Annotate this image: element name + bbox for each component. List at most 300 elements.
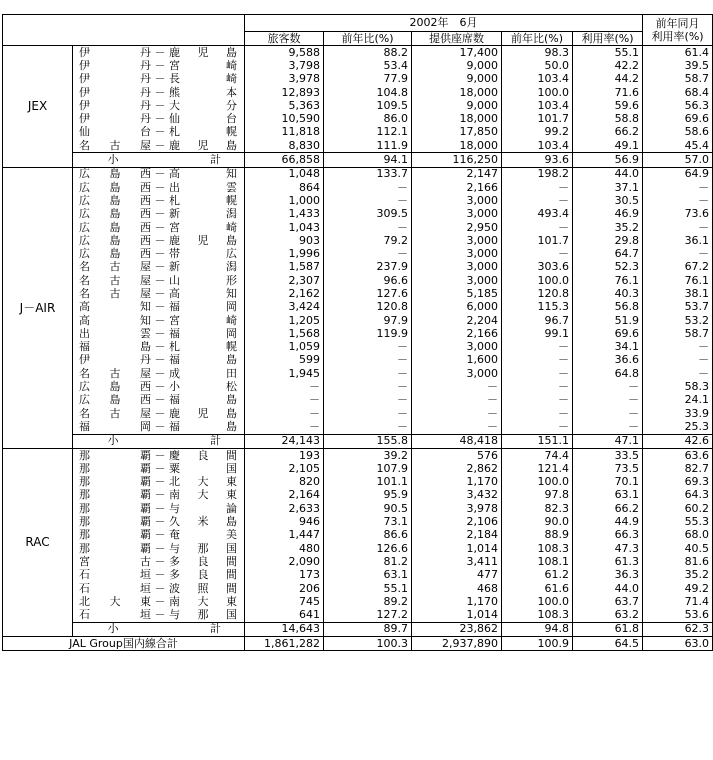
cell-passengers: 1,043 — [245, 221, 324, 234]
route-origin: 那 覇 — [79, 488, 151, 502]
route-destination: 成 田 — [169, 367, 237, 380]
route-cell — [73, 167, 245, 181]
cell-seats-yoy: 100.0 — [502, 274, 573, 287]
cell-passengers: 5,363 — [245, 99, 324, 112]
cell-seats: 2,950 — [412, 221, 502, 234]
route-origin: 名 古 屋 — [79, 260, 151, 274]
cell-passengers: 864 — [245, 181, 324, 194]
route-origin: 那 覇 — [79, 462, 151, 475]
cell-seats-yoy: 100.0 — [502, 595, 573, 608]
cell-seats-yoy: － — [502, 194, 573, 207]
route-cell — [73, 515, 245, 528]
cell-load-factor: 40.3 — [573, 287, 643, 300]
cell-prev-load-factor: － — [643, 341, 713, 354]
cell-passengers: 173 — [245, 569, 324, 582]
cell-seats: 3,000 — [412, 274, 502, 287]
route-origin: 那 覇 — [79, 541, 151, 555]
cell-passengers: 12,893 — [245, 86, 324, 99]
cell-load-factor: 35.2 — [573, 221, 643, 234]
cell-passengers: 1,433 — [245, 208, 324, 221]
col-header-seats: 提供座席数 — [412, 32, 502, 46]
route-separator: － — [154, 234, 166, 247]
cell-seats: 2,147 — [412, 167, 502, 181]
route-origin: 広 島 西 — [79, 247, 151, 261]
cell-passengers-yoy: 96.6 — [324, 274, 412, 287]
subtotal-seats-yoy: 151.1 — [502, 434, 573, 448]
cell-load-factor: － — [573, 394, 643, 407]
subtotal-prev-load-factor: 57.0 — [643, 153, 713, 167]
header-corner — [3, 15, 245, 46]
table-row — [3, 394, 713, 407]
subtotal-label — [73, 153, 245, 167]
route-separator: － — [154, 300, 166, 314]
cell-seats: 3,411 — [412, 555, 502, 568]
cell-load-factor: 33.5 — [573, 448, 643, 462]
cell-passengers-yoy: 86.6 — [324, 529, 412, 542]
cell-seats: 3,000 — [412, 367, 502, 380]
cell-prev-load-factor: 67.2 — [643, 261, 713, 274]
cell-load-factor: 64.7 — [573, 247, 643, 260]
route-destination: 与 那 国 — [169, 608, 237, 622]
route-cell — [73, 608, 245, 622]
route-destination: 高 知 — [169, 167, 237, 181]
table-row — [3, 181, 713, 194]
route-separator: － — [154, 287, 166, 300]
cell-seats: 5,185 — [412, 287, 502, 300]
cell-seats: 3,000 — [412, 208, 502, 221]
cell-passengers: 193 — [245, 448, 324, 462]
table-row — [3, 529, 713, 542]
route-origin: 那 覇 — [79, 502, 151, 515]
route-cell — [73, 301, 245, 314]
cell-prev-load-factor: 56.3 — [643, 99, 713, 112]
subtotal-load-factor: 61.8 — [573, 622, 643, 636]
cell-seats-yoy: － — [502, 380, 573, 393]
grand-total-passengers: 1,861,282 — [245, 637, 324, 651]
route-destination: 福 岡 — [169, 327, 237, 340]
cell-passengers-yoy: 88.2 — [324, 46, 412, 60]
cell-load-factor: 44.2 — [573, 73, 643, 86]
cell-seats-yoy: 108.3 — [502, 608, 573, 622]
route-destination: 奄 美 — [169, 528, 237, 542]
cell-passengers: 9,588 — [245, 46, 324, 60]
subtotal-passengers: 14,643 — [245, 622, 324, 636]
cell-load-factor: 49.1 — [573, 139, 643, 153]
cell-seats: 1,014 — [412, 608, 502, 622]
cell-passengers: 641 — [245, 608, 324, 622]
cell-load-factor: 73.5 — [573, 462, 643, 475]
cell-seats: 3,978 — [412, 502, 502, 515]
table-row — [3, 167, 713, 181]
cell-passengers-yoy: 119.9 — [324, 327, 412, 340]
route-cell — [73, 112, 245, 125]
route-destination: 札 幌 — [169, 194, 237, 207]
route-separator: － — [154, 420, 166, 433]
cell-prev-load-factor: 33.9 — [643, 407, 713, 420]
cell-prev-load-factor: 49.2 — [643, 582, 713, 595]
subtotal-label-b: 計 — [210, 434, 221, 448]
route-cell — [73, 194, 245, 207]
cell-load-factor: 30.5 — [573, 194, 643, 207]
table-row — [3, 314, 713, 327]
cell-load-factor: 76.1 — [573, 274, 643, 287]
cell-seats: 468 — [412, 582, 502, 595]
route-origin: 高 知 — [79, 313, 151, 327]
route-separator: － — [154, 475, 166, 489]
col-header-seats-yoy: 前年比(%) — [502, 32, 573, 46]
cell-passengers-yoy: 112.1 — [324, 126, 412, 139]
route-separator: － — [154, 353, 166, 367]
cell-prev-load-factor: 81.6 — [643, 555, 713, 568]
cell-load-factor: 64.8 — [573, 367, 643, 380]
cell-passengers: 946 — [245, 515, 324, 528]
cell-passengers: 10,590 — [245, 112, 324, 125]
subtotal-passengers: 24,143 — [245, 434, 324, 448]
cell-seats-yoy: 98.3 — [502, 46, 573, 60]
cell-seats: 18,000 — [412, 112, 502, 125]
route-separator: － — [154, 45, 166, 59]
cell-passengers: 1,996 — [245, 247, 324, 260]
col-header-passengers-yoy: 前年比(%) — [324, 32, 412, 46]
route-separator: － — [154, 99, 166, 112]
route-destination: 久 米 島 — [169, 515, 237, 529]
cell-prev-load-factor: 69.6 — [643, 112, 713, 125]
table-row — [3, 462, 713, 475]
route-cell — [73, 380, 245, 393]
cell-seats-yoy: 96.7 — [502, 314, 573, 327]
route-cell — [73, 181, 245, 194]
cell-passengers-yoy: 90.5 — [324, 502, 412, 515]
cell-seats: 477 — [412, 569, 502, 582]
cell-prev-load-factor: 76.1 — [643, 274, 713, 287]
cell-passengers: 2,633 — [245, 502, 324, 515]
route-destination: 与 論 — [169, 502, 237, 515]
cell-prev-load-factor: 58.7 — [643, 73, 713, 86]
cell-prev-load-factor: － — [643, 354, 713, 367]
route-origin: 石 垣 — [79, 581, 151, 595]
route-cell — [73, 126, 245, 139]
cell-passengers-yoy: 133.7 — [324, 167, 412, 181]
table-row — [3, 608, 713, 622]
cell-passengers-yoy: 95.9 — [324, 489, 412, 502]
route-separator: － — [154, 313, 166, 327]
subtotal-seats: 23,862 — [412, 622, 502, 636]
cell-prev-load-factor: 64.3 — [643, 489, 713, 502]
route-destination: 南 大 東 — [169, 595, 237, 608]
table-row — [3, 208, 713, 221]
route-cell — [73, 542, 245, 555]
route-destination: 宮 崎 — [169, 220, 237, 234]
cell-load-factor: 58.8 — [573, 112, 643, 125]
route-cell — [73, 86, 245, 99]
cell-passengers-yoy: 86.0 — [324, 112, 412, 125]
cell-passengers: 2,307 — [245, 274, 324, 287]
table-row — [3, 46, 713, 60]
table-row — [3, 234, 713, 247]
route-cell — [73, 569, 245, 582]
cell-seats: 9,000 — [412, 73, 502, 86]
cell-prev-load-factor: － — [643, 367, 713, 380]
cell-load-factor: 71.6 — [573, 86, 643, 99]
route-separator: － — [154, 555, 166, 568]
route-origin: 伊 丹 — [79, 72, 151, 86]
cell-seats: 1,170 — [412, 595, 502, 608]
cell-seats-yoy: 97.8 — [502, 489, 573, 502]
route-cell — [73, 261, 245, 274]
cell-load-factor: 56.8 — [573, 301, 643, 314]
cell-seats: 3,000 — [412, 247, 502, 260]
subtotal-label-a: 小 — [107, 434, 119, 448]
grand-total-seats: 2,937,890 — [412, 637, 502, 651]
cell-seats-yoy: － — [502, 341, 573, 354]
cell-passengers-yoy: 79.2 — [324, 234, 412, 247]
route-destination: 宮 崎 — [169, 59, 237, 72]
route-cell — [73, 287, 245, 300]
cell-passengers: 11,818 — [245, 126, 324, 139]
route-origin: 広 島 西 — [79, 194, 151, 207]
cell-prev-load-factor: － — [643, 181, 713, 194]
route-destination: 長 崎 — [169, 72, 237, 86]
cell-passengers: 2,164 — [245, 489, 324, 502]
cell-seats: 18,000 — [412, 139, 502, 153]
cell-passengers-yoy: 127.2 — [324, 608, 412, 622]
cell-load-factor: 66.2 — [573, 126, 643, 139]
route-separator: － — [154, 608, 166, 622]
route-origin: 伊 丹 — [79, 353, 151, 367]
route-cell — [73, 367, 245, 380]
cell-load-factor: 44.0 — [573, 582, 643, 595]
route-destination: 福 島 — [169, 353, 237, 367]
cell-passengers: 820 — [245, 476, 324, 489]
route-destination: 波 照 間 — [169, 581, 237, 595]
cell-load-factor: 66.2 — [573, 502, 643, 515]
route-cell — [73, 476, 245, 489]
cell-prev-load-factor: － — [643, 194, 713, 207]
route-separator: － — [154, 72, 166, 86]
route-destination: 多 良 間 — [169, 555, 237, 568]
route-cell — [73, 354, 245, 367]
traffic-table — [2, 14, 713, 651]
route-origin: 名 古 屋 — [79, 287, 151, 300]
route-destination: 福 島 — [169, 393, 237, 407]
cell-prev-load-factor: 45.4 — [643, 139, 713, 153]
cell-passengers-yoy: 39.2 — [324, 448, 412, 462]
subtotal-prev-load-factor: 42.6 — [643, 434, 713, 448]
cell-passengers-yoy: 101.1 — [324, 476, 412, 489]
subtotal-load-factor: 56.9 — [573, 153, 643, 167]
route-origin: 広 島 西 — [79, 207, 151, 221]
subtotal-row — [3, 622, 713, 636]
cell-passengers: 745 — [245, 595, 324, 608]
route-origin: 高 知 — [79, 300, 151, 314]
cell-seats: 3,000 — [412, 234, 502, 247]
subtotal-label — [73, 434, 245, 448]
table-row — [3, 112, 713, 125]
route-cell — [73, 139, 245, 153]
cell-prev-load-factor: 64.9 — [643, 167, 713, 181]
cell-load-factor: 55.1 — [573, 46, 643, 60]
cell-prev-load-factor: 40.5 — [643, 542, 713, 555]
period-header: 2002年 6月 — [245, 15, 643, 32]
route-destination: 小 松 — [169, 380, 237, 394]
cell-passengers: － — [245, 407, 324, 420]
route-separator: － — [154, 488, 166, 502]
cell-passengers-yoy: 111.9 — [324, 139, 412, 153]
route-separator: － — [154, 528, 166, 542]
route-separator: － — [154, 448, 166, 462]
cell-passengers-yoy: － — [324, 367, 412, 380]
subtotal-passengers-yoy: 155.8 — [324, 434, 412, 448]
route-separator: － — [154, 260, 166, 274]
table-row — [3, 515, 713, 528]
subtotal-passengers-yoy: 89.7 — [324, 622, 412, 636]
cell-load-factor: 69.6 — [573, 327, 643, 340]
cell-prev-load-factor: 63.6 — [643, 448, 713, 462]
route-destination: 熊 本 — [169, 85, 237, 99]
route-separator: － — [154, 407, 166, 420]
subtotal-label-b: 計 — [210, 153, 221, 167]
cell-passengers: 599 — [245, 354, 324, 367]
subtotal-row — [3, 153, 713, 167]
cell-seats: 576 — [412, 448, 502, 462]
cell-passengers-yoy: 109.5 — [324, 99, 412, 112]
route-origin: 名 古 屋 — [79, 139, 151, 152]
cell-seats-yoy: － — [502, 354, 573, 367]
route-separator: － — [154, 380, 166, 394]
cell-load-factor: － — [573, 407, 643, 420]
grand-total-load-factor: 64.5 — [573, 637, 643, 651]
route-origin: 名 古 屋 — [79, 367, 151, 380]
route-destination: 札 幌 — [169, 125, 237, 139]
route-origin: 広 島 西 — [79, 180, 151, 194]
cell-prev-load-factor: 53.7 — [643, 301, 713, 314]
table-row — [3, 407, 713, 420]
route-destination: 仙 台 — [169, 112, 237, 126]
route-destination: 大 分 — [169, 99, 237, 112]
cell-passengers: 3,978 — [245, 73, 324, 86]
route-separator: － — [154, 194, 166, 207]
cell-load-factor: 29.8 — [573, 234, 643, 247]
route-origin: 広 島 西 — [79, 234, 151, 247]
table-row — [3, 194, 713, 207]
cell-prev-load-factor: 24.1 — [643, 394, 713, 407]
cell-prev-load-factor: － — [643, 221, 713, 234]
subtotal-seats-yoy: 94.8 — [502, 622, 573, 636]
subtotal-row — [3, 434, 713, 448]
cell-passengers: 3,798 — [245, 59, 324, 72]
table-row — [3, 595, 713, 608]
table-row — [3, 448, 713, 462]
route-origin: 仙 台 — [79, 125, 151, 139]
route-cell — [73, 502, 245, 515]
route-destination: 帯 広 — [169, 247, 237, 261]
route-cell — [73, 489, 245, 502]
cell-passengers: 1,059 — [245, 341, 324, 354]
subtotal-prev-load-factor: 62.3 — [643, 622, 713, 636]
cell-passengers-yoy: － — [324, 394, 412, 407]
subtotal-label-a: 小 — [107, 153, 119, 167]
cell-passengers-yoy: － — [324, 221, 412, 234]
cell-seats-yoy: － — [502, 181, 573, 194]
route-destination: 鹿 児 島 — [169, 139, 237, 152]
route-separator: － — [154, 59, 166, 72]
table-row — [3, 476, 713, 489]
cell-seats: 1,014 — [412, 542, 502, 555]
table-row — [3, 420, 713, 434]
route-separator: － — [154, 125, 166, 139]
route-separator: － — [154, 139, 166, 152]
route-cell — [73, 208, 245, 221]
cell-prev-load-factor: 38.1 — [643, 287, 713, 300]
route-destination: 宮 崎 — [169, 313, 237, 327]
cell-seats-yoy: 115.3 — [502, 301, 573, 314]
group-name: RAC — [3, 448, 73, 636]
cell-seats-yoy: － — [502, 407, 573, 420]
cell-prev-load-factor: 82.7 — [643, 462, 713, 475]
route-destination: 鹿 児 島 — [169, 45, 237, 59]
cell-passengers-yoy: 127.6 — [324, 287, 412, 300]
cell-load-factor: 37.1 — [573, 181, 643, 194]
cell-load-factor: 52.3 — [573, 261, 643, 274]
cell-passengers-yoy: － — [324, 181, 412, 194]
route-cell — [73, 327, 245, 340]
route-separator: － — [154, 515, 166, 529]
cell-passengers: － — [245, 380, 324, 393]
cell-passengers-yoy: 97.9 — [324, 314, 412, 327]
cell-seats-yoy: 103.4 — [502, 99, 573, 112]
cell-seats-yoy: 120.8 — [502, 287, 573, 300]
cell-load-factor: － — [573, 420, 643, 434]
route-destination: 鹿 児 島 — [169, 234, 237, 247]
cell-seats: 2,184 — [412, 529, 502, 542]
route-cell — [73, 274, 245, 287]
cell-seats-yoy: 103.4 — [502, 73, 573, 86]
cell-seats-yoy: － — [502, 221, 573, 234]
cell-prev-load-factor: 39.5 — [643, 59, 713, 72]
route-destination: 新 潟 — [169, 260, 237, 274]
route-separator: － — [154, 393, 166, 407]
cell-seats: 3,000 — [412, 341, 502, 354]
route-separator: － — [154, 85, 166, 99]
cell-passengers: － — [245, 420, 324, 434]
cell-passengers-yoy: － — [324, 354, 412, 367]
cell-passengers: 1,447 — [245, 529, 324, 542]
cell-seats-yoy: 99.1 — [502, 327, 573, 340]
cell-passengers-yoy: 126.6 — [324, 542, 412, 555]
table-row — [3, 247, 713, 260]
cell-load-factor: 47.3 — [573, 542, 643, 555]
cell-seats: 9,000 — [412, 99, 502, 112]
route-cell — [73, 247, 245, 260]
route-cell — [73, 99, 245, 112]
table-row — [3, 367, 713, 380]
cell-load-factor: 51.9 — [573, 314, 643, 327]
cell-prev-load-factor: 58.6 — [643, 126, 713, 139]
cell-passengers: 1,205 — [245, 314, 324, 327]
route-destination: 札 幌 — [169, 340, 237, 354]
table-row — [3, 341, 713, 354]
cell-seats-yoy: － — [502, 367, 573, 380]
route-origin: 石 垣 — [79, 608, 151, 622]
route-origin: 広 島 西 — [79, 220, 151, 234]
cell-passengers: 2,090 — [245, 555, 324, 568]
route-separator: － — [154, 581, 166, 595]
cell-seats: 17,400 — [412, 46, 502, 60]
route-separator: － — [154, 595, 166, 608]
subtotal-passengers: 66,858 — [245, 153, 324, 167]
cell-prev-load-factor: 35.2 — [643, 569, 713, 582]
table-row — [3, 489, 713, 502]
